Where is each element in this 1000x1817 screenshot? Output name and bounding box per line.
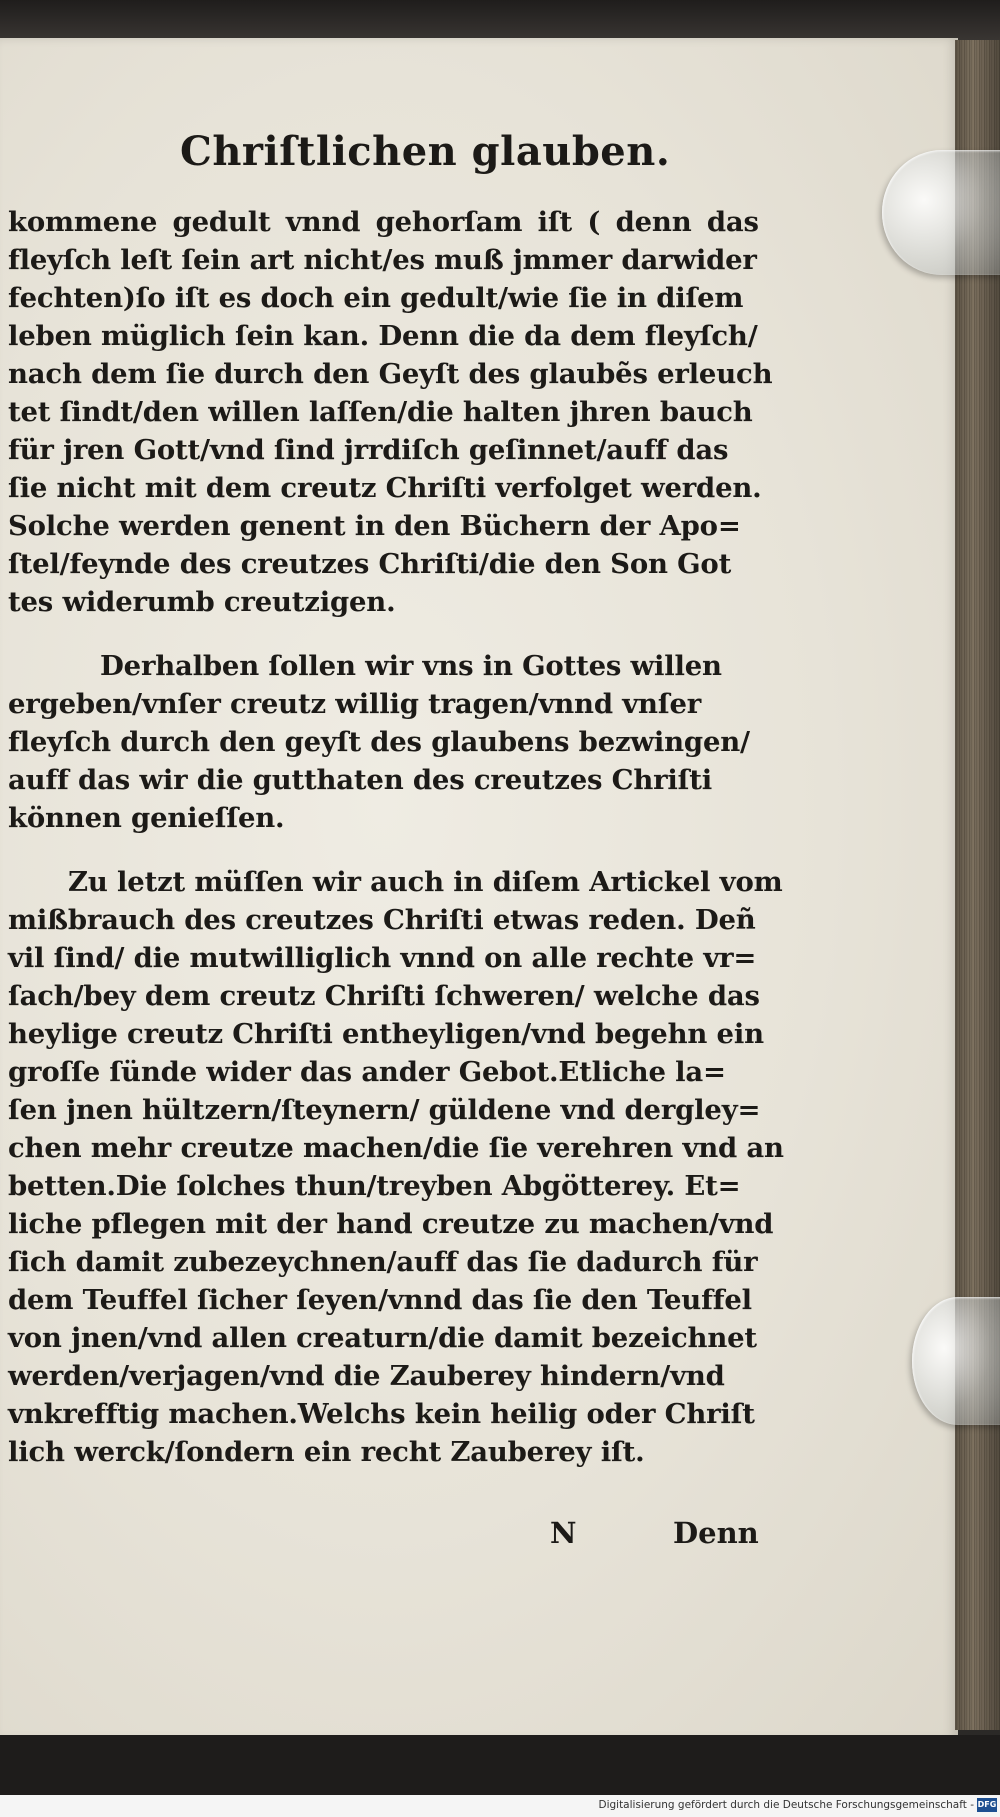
text-line: lich werck/ſondern ein recht Zauberey iſt. (8, 1436, 645, 1468)
text-line: fleyſch leſt ſein art nicht/es muß jmmer darwider (8, 244, 757, 276)
text-line: tes widerumb creutzigen. (8, 586, 396, 618)
signature-mark: N (550, 1516, 577, 1550)
glass-page-clip-bottom (912, 1297, 1000, 1425)
text-line: werden/verjagen/vnd die Zauberey hindern/vnd (8, 1360, 725, 1392)
text-line: für jren Gott/vnd ſind jrrdiſch geſinnet/auff das (8, 434, 729, 466)
text-line: vnkrefftig machen.Welchs kein heilig oder Chriſt (8, 1398, 755, 1430)
top-shadow (0, 0, 1000, 42)
text-line: kommene gedult vnnd gehorſam iſt ( denn das (8, 206, 759, 238)
text-line: ſie nicht mit dem creutz Chriſti verfolget werden. (8, 472, 762, 504)
text-line: liche pflegen mit der hand creutze zu machen/vnd (8, 1208, 774, 1240)
text-line: vil ſind/ die mutwilliglich vnnd on alle rechte vr= (8, 942, 757, 974)
text-line: chen mehr creutze machen/die ſie verehren vnd an (8, 1132, 784, 1164)
text-line: betten.Die ſolches thun/treyben Abgötterey. Et= (8, 1170, 741, 1202)
text-line: können genieſſen. (8, 802, 285, 834)
text-line: tet ſindt/den willen laſſen/die halten jhren bauch (8, 396, 753, 428)
page-edges-shade (955, 40, 1000, 1730)
text-line: leben müglich ſein kan. Denn die da dem fleyſch/ (8, 320, 758, 352)
dfg-logo-icon: DFG (977, 1798, 997, 1812)
text-line: groſſe ſünde wider das ander Gebot.Etliche la= (8, 1056, 726, 1088)
glass-page-clip-top (882, 150, 1000, 275)
text-line: ſach/bey dem creutz Chriſti ſchweren/ welche das (8, 980, 760, 1012)
text-line: Zu letzt müſſen wir auch in diſem Artickel vom (68, 866, 783, 898)
catchword: Denn (673, 1516, 759, 1550)
footer-bar (0, 1795, 1000, 1817)
scanner-bed (0, 1735, 1000, 1795)
text-line: ſich damit zubezeychnen/auff das ſie dadurch für (8, 1246, 758, 1278)
text-line: fleyſch durch den geyſt des glaubens bezwingen/ (8, 726, 750, 758)
text-line: fechten)ſo iſt es doch ein gedult/wie ſie in diſem (8, 282, 744, 314)
text-line: auff das wir die gutthaten des creutzes Chriſti (8, 764, 713, 796)
text-line: heylige creutz Chriſti entheyligen/vnd begehn ein (8, 1018, 764, 1050)
text-line: Solche werden genent in den Büchern der Apo= (8, 510, 741, 542)
text-line: von jnen/vnd allen creaturn/die damit bezeichnet (8, 1322, 757, 1354)
text-line: ſen jnen hültzern/ſteynern/ güldene vnd dergley= (8, 1094, 761, 1126)
text-line: ergeben/vnſer creutz willig tragen/vnnd vnſer (8, 688, 702, 720)
running-head: Chriſtlichen glauben. (180, 128, 671, 175)
text-line: ſtel/feynde des creutzes Chriſti/die den Son Got (8, 548, 732, 580)
footer-credit: Digitalisierung gefördert durch die Deutsche Forschungsgemeinschaft - (598, 1799, 974, 1811)
text-line: nach dem ſie durch den Geyſt des glaubẽs erleuch (8, 358, 773, 390)
text-line: dem Teuffel ſicher ſeyen/vnnd das ſie den Teuffel (8, 1284, 752, 1316)
text-line: Derhalben ſollen wir vns in Gottes willen (100, 650, 722, 682)
text-line: mißbrauch des creutzes Chriſti etwas reden. Deñ (8, 904, 756, 936)
